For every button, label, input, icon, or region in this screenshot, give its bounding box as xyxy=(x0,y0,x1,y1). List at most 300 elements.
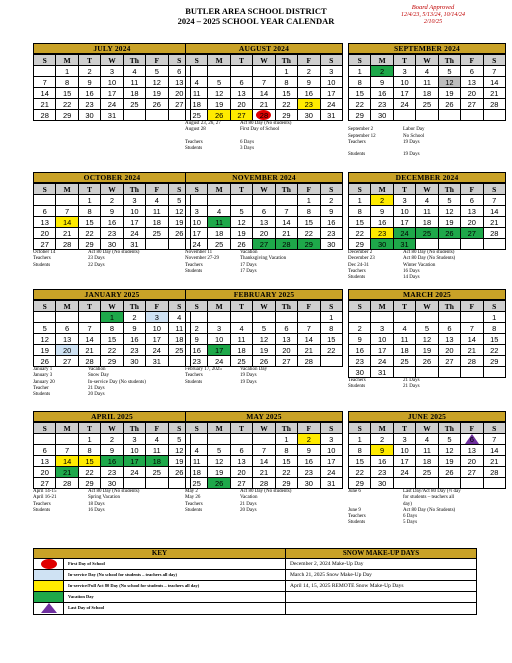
weekday-header: T xyxy=(393,184,415,195)
day-cell: 13 xyxy=(34,217,56,228)
day-cell: 13 xyxy=(461,77,483,88)
day-cell: 11 xyxy=(416,445,438,456)
day-cell xyxy=(483,110,505,121)
weekday-header: M xyxy=(56,184,78,195)
day-cell: 18 xyxy=(416,217,438,228)
day-cell: 3 xyxy=(320,66,342,77)
month-title: SEPTEMBER 2024 xyxy=(348,43,506,54)
day-cell: 6 xyxy=(275,323,297,334)
day-cell xyxy=(393,367,415,378)
month-notes xyxy=(348,250,506,281)
day-cell: 9 xyxy=(371,206,393,217)
day-cell: 22 xyxy=(78,467,100,478)
week-row xyxy=(349,195,506,206)
day-cell: 8 xyxy=(275,77,297,88)
week-row xyxy=(349,110,506,121)
day-cell: 2 xyxy=(101,434,123,445)
note-row: Teachers 18 Days xyxy=(33,501,105,507)
day-cell: 13 xyxy=(275,334,297,345)
day-cell: 15 xyxy=(483,334,505,345)
weekday-header: S xyxy=(320,55,342,66)
week-row xyxy=(186,323,343,334)
day-cell: 13 xyxy=(56,334,78,345)
day-cell: 5 xyxy=(146,66,168,77)
day-cell: 8 xyxy=(349,206,371,217)
note-row: November 27-29 Thanksgiving Vacation xyxy=(185,256,287,262)
month-notes xyxy=(185,121,343,152)
day-cell: 16 xyxy=(298,88,320,99)
day-cell: 7 xyxy=(461,323,483,334)
day-cell: 17 xyxy=(208,345,230,356)
day-cell xyxy=(416,478,438,489)
day-cell: 22 xyxy=(275,99,297,110)
weekday-header: F xyxy=(146,184,168,195)
weekday-header: W xyxy=(101,55,123,66)
week-row xyxy=(349,367,506,378)
weekday-header: S xyxy=(34,184,56,195)
day-cell: 8 xyxy=(320,323,342,334)
weekday-header: F xyxy=(146,55,168,66)
day-cell: 6 xyxy=(56,323,78,334)
day-cell: 7 xyxy=(78,323,100,334)
day-cell: 22 xyxy=(56,99,78,110)
day-cell: 10 xyxy=(320,77,342,88)
day-cell: 6 xyxy=(253,206,275,217)
weekday-header: W xyxy=(416,423,438,434)
day-cell: 12 xyxy=(146,77,168,88)
weekday-header: S xyxy=(320,301,342,312)
day-cell: 21 xyxy=(483,217,505,228)
day-cell: 23 xyxy=(101,467,123,478)
day-cell: 26 xyxy=(34,356,56,367)
month-notes xyxy=(348,121,506,159)
day-cell: 22 xyxy=(349,99,371,110)
note-row: Teachers 19 Days xyxy=(185,373,257,379)
day-cell: 10 xyxy=(101,77,123,88)
week-row xyxy=(349,323,506,334)
day-cell: 27 xyxy=(230,478,252,489)
weekday-header: F xyxy=(461,301,483,312)
day-cell: 24 xyxy=(146,345,168,356)
day-cell: 2 xyxy=(349,323,371,334)
day-cell: 1 xyxy=(298,195,320,206)
day-cell: 2 xyxy=(101,195,123,206)
week-row xyxy=(186,217,343,228)
day-cell: 7 xyxy=(483,195,505,206)
day-cell: 2 xyxy=(371,195,393,206)
day-cell: 20 xyxy=(438,345,460,356)
day-cell: 27 xyxy=(230,110,252,121)
month-grid xyxy=(33,54,191,121)
day-cell: 14 xyxy=(483,445,505,456)
snow-makeup-item: December 2, 2024 Make-Up Day xyxy=(286,559,476,570)
day-cell: 29 xyxy=(349,110,371,121)
day-cell: 30 xyxy=(349,367,371,378)
weekday-header: M xyxy=(56,301,78,312)
month-title: OCTOBER 2024 xyxy=(33,172,191,183)
month-10 xyxy=(185,411,343,489)
day-cell: 27 xyxy=(275,356,297,367)
day-cell: 19 xyxy=(208,99,230,110)
weekday-header: W xyxy=(416,301,438,312)
day-cell: 12 xyxy=(208,88,230,99)
day-cell: 4 xyxy=(208,206,230,217)
day-cell: 7 xyxy=(56,445,78,456)
day-cell: 27 xyxy=(461,99,483,110)
day-cell: 19 xyxy=(146,88,168,99)
day-cell: 19 xyxy=(168,456,190,467)
day-cell: 3 xyxy=(393,66,415,77)
month-notes xyxy=(33,367,191,398)
day-cell: 18 xyxy=(186,467,208,478)
week-row xyxy=(34,217,191,228)
week-row xyxy=(349,88,506,99)
day-cell: 17 xyxy=(393,217,415,228)
weekday-header: M xyxy=(371,55,393,66)
day-cell: 9 xyxy=(298,445,320,456)
note-row: Teachers 23 Days xyxy=(33,256,105,262)
day-cell: 8 xyxy=(275,445,297,456)
day-cell: 8 xyxy=(78,445,100,456)
weekday-header: S xyxy=(168,423,190,434)
weekday-header: F xyxy=(298,423,320,434)
month-title: DECEMBER 2024 xyxy=(348,172,506,183)
day-cell: 15 xyxy=(349,217,371,228)
day-cell: 6 xyxy=(34,206,56,217)
day-cell xyxy=(393,110,415,121)
day-cell: 11 xyxy=(146,445,168,456)
week-row xyxy=(186,345,343,356)
day-cell: 19 xyxy=(168,217,190,228)
day-cell: 11 xyxy=(208,217,230,228)
note-row: Students 3 Days xyxy=(185,146,255,152)
weekday-header: T xyxy=(230,184,252,195)
note-row: Teachers 6 Days xyxy=(348,514,418,520)
month-grid xyxy=(348,54,506,121)
weekday-header: W xyxy=(101,184,123,195)
day-cell: 28 xyxy=(483,228,505,239)
weekday-header: S xyxy=(168,184,190,195)
day-cell: 25 xyxy=(208,239,230,250)
day-cell: 29 xyxy=(275,478,297,489)
day-cell: 2 xyxy=(320,195,342,206)
day-cell xyxy=(298,312,320,323)
day-cell xyxy=(208,195,230,206)
note-row: Students 20 Days xyxy=(185,507,257,513)
day-cell: 12 xyxy=(416,334,438,345)
day-cell: 23 xyxy=(371,228,393,239)
day-cell: 19 xyxy=(34,345,56,356)
day-cell: 1 xyxy=(320,312,342,323)
day-cell: 20 xyxy=(34,467,56,478)
day-cell: 3 xyxy=(123,195,145,206)
approved-label: Board Approved xyxy=(411,4,455,11)
day-cell: 24 xyxy=(371,356,393,367)
week-row xyxy=(349,206,506,217)
day-cell: 28 xyxy=(56,478,78,489)
note-row: November 11 Vacation xyxy=(185,250,258,255)
week-row xyxy=(186,88,343,99)
day-cell: 31 xyxy=(371,367,393,378)
day-cell xyxy=(146,239,168,250)
week-row xyxy=(34,195,191,206)
month-grid xyxy=(185,422,343,489)
day-cell: 19 xyxy=(438,456,460,467)
weekday-header: F xyxy=(146,301,168,312)
day-cell: 31 xyxy=(320,478,342,489)
day-cell: 26 xyxy=(253,356,275,367)
note-row: December 2 Act 80 Day (No students) xyxy=(348,250,455,255)
month-title: NOVEMBER 2024 xyxy=(185,172,343,183)
day-cell: 20 xyxy=(461,88,483,99)
day-cell: 24 xyxy=(393,228,415,239)
day-cell: 23 xyxy=(123,345,145,356)
day-cell: 29 xyxy=(483,356,505,367)
note-row: June 9 Act 80 Day (No Students) xyxy=(348,507,456,513)
day-cell: 17 xyxy=(123,217,145,228)
day-cell: 24 xyxy=(320,467,342,478)
day-cell: 27 xyxy=(56,356,78,367)
day-cell: 18 xyxy=(186,99,208,110)
weekday-header: Th xyxy=(275,423,297,434)
day-cell: 18 xyxy=(416,88,438,99)
note-row: June 6 Last Day/Act 80 Day (½ day xyxy=(348,489,461,494)
weekday-header: Th xyxy=(123,184,145,195)
week-row xyxy=(186,356,343,367)
day-cell: 1 xyxy=(349,66,371,77)
note-row: May 26 Vacation xyxy=(185,495,258,501)
day-cell xyxy=(438,367,460,378)
red-circle-icon xyxy=(41,559,57,569)
day-cell xyxy=(56,195,78,206)
day-cell xyxy=(349,312,371,323)
month-7 xyxy=(185,289,343,367)
weekday-header: Th xyxy=(275,55,297,66)
day-cell: 31 xyxy=(393,239,415,250)
day-cell: 4 xyxy=(186,77,208,88)
day-cell xyxy=(186,66,208,77)
day-cell: 3 xyxy=(186,206,208,217)
day-cell: 18 xyxy=(146,456,168,467)
week-row xyxy=(186,456,343,467)
day-cell: 13 xyxy=(253,217,275,228)
day-cell: 22 xyxy=(483,345,505,356)
day-cell: 17 xyxy=(320,88,342,99)
note-row: Students 21 Days xyxy=(348,384,420,390)
day-cell: 24 xyxy=(320,99,342,110)
day-cell: 26 xyxy=(208,478,230,489)
day-cell: 15 xyxy=(101,334,123,345)
day-cell: 22 xyxy=(349,467,371,478)
month-title: AUGUST 2024 xyxy=(185,43,343,54)
note-row: Teachers 19 Days xyxy=(348,139,420,145)
day-cell: 2 xyxy=(298,434,320,445)
day-cell xyxy=(208,66,230,77)
day-cell xyxy=(253,195,275,206)
day-cell: 10 xyxy=(320,445,342,456)
weekday-header: S xyxy=(34,55,56,66)
note-row: September 12 No School xyxy=(348,133,425,139)
day-cell: 10 xyxy=(123,206,145,217)
day-cell: 30 xyxy=(78,110,100,121)
day-cell: 29 xyxy=(349,478,371,489)
week-row xyxy=(34,456,191,467)
day-cell: 3 xyxy=(393,434,415,445)
month-notes xyxy=(185,489,343,514)
day-cell: 27 xyxy=(438,356,460,367)
month-grid xyxy=(33,300,191,367)
day-cell: 5 xyxy=(438,195,460,206)
day-cell: 1 xyxy=(275,434,297,445)
weekday-header: S xyxy=(168,301,190,312)
month-4 xyxy=(185,172,343,250)
month-6 xyxy=(33,289,191,367)
day-cell: 1 xyxy=(349,434,371,445)
day-cell: 26 xyxy=(168,228,190,239)
day-cell: 25 xyxy=(393,356,415,367)
day-cell: 30 xyxy=(371,478,393,489)
day-cell: 25 xyxy=(123,99,145,110)
day-cell xyxy=(320,356,342,367)
day-cell: 14 xyxy=(298,334,320,345)
day-cell: 3 xyxy=(371,323,393,334)
day-cell: 10 xyxy=(393,77,415,88)
weekday-header: F xyxy=(461,55,483,66)
day-cell: 12 xyxy=(230,217,252,228)
day-cell: 10 xyxy=(208,334,230,345)
week-row xyxy=(34,88,191,99)
day-cell xyxy=(461,312,483,323)
day-cell: 16 xyxy=(78,88,100,99)
week-row xyxy=(349,434,506,445)
day-cell: 12 xyxy=(208,456,230,467)
day-cell: 14 xyxy=(483,206,505,217)
day-cell: 2 xyxy=(186,323,208,334)
day-cell: 12 xyxy=(438,206,460,217)
day-cell: 21 xyxy=(253,99,275,110)
day-cell: 18 xyxy=(208,228,230,239)
day-cell xyxy=(483,239,505,250)
day-cell: 5 xyxy=(416,323,438,334)
day-cell: 28 xyxy=(483,467,505,478)
week-row xyxy=(34,99,191,110)
day-cell: 20 xyxy=(253,228,275,239)
weekday-header: Th xyxy=(438,184,460,195)
day-cell: 16 xyxy=(371,456,393,467)
weekday-header: M xyxy=(56,55,78,66)
weekday-header: M xyxy=(208,184,230,195)
day-cell: 4 xyxy=(186,445,208,456)
key-item: First Day of School xyxy=(34,559,285,570)
day-cell: 9 xyxy=(349,334,371,345)
day-cell xyxy=(275,312,297,323)
month-title: MAY 2025 xyxy=(185,411,343,422)
day-cell: 14 xyxy=(253,88,275,99)
day-cell: 15 xyxy=(78,456,100,467)
weekday-header: Th xyxy=(275,184,297,195)
day-cell: 14 xyxy=(34,88,56,99)
week-row xyxy=(34,334,191,345)
day-cell: 28 xyxy=(34,110,56,121)
day-cell xyxy=(461,110,483,121)
day-cell: 27 xyxy=(168,99,190,110)
day-cell xyxy=(230,434,252,445)
day-cell: 20 xyxy=(230,99,252,110)
day-cell: 31 xyxy=(146,356,168,367)
day-cell: 21 xyxy=(298,345,320,356)
day-cell: 8 xyxy=(349,77,371,88)
day-cell xyxy=(208,434,230,445)
day-cell: 9 xyxy=(101,206,123,217)
snow-makeup-item: March 21, 2025 Snow Make-Up Day xyxy=(286,570,476,581)
day-cell xyxy=(393,312,415,323)
day-cell: 9 xyxy=(298,77,320,88)
approved-dates-2: 2/10/25 xyxy=(423,19,443,25)
day-cell xyxy=(230,195,252,206)
day-cell: 29 xyxy=(275,110,297,121)
day-cell: 30 xyxy=(320,239,342,250)
day-cell: 3 xyxy=(146,312,168,323)
day-cell xyxy=(78,312,100,323)
month-grid xyxy=(348,183,506,250)
week-row xyxy=(349,312,506,323)
weekday-header: F xyxy=(298,184,320,195)
week-row xyxy=(186,434,343,445)
weekday-header: S xyxy=(483,301,505,312)
day-cell: 22 xyxy=(320,345,342,356)
day-cell: 31 xyxy=(101,110,123,121)
weekday-header: W xyxy=(253,184,275,195)
weekday-header: F xyxy=(461,184,483,195)
month-grid xyxy=(348,300,506,378)
month-grid xyxy=(185,300,343,367)
weekday-header: S xyxy=(186,184,208,195)
day-cell xyxy=(146,110,168,121)
snow-makeup-list xyxy=(286,559,476,614)
day-cell: 28 xyxy=(275,239,297,250)
day-cell: 29 xyxy=(101,356,123,367)
day-cell: 23 xyxy=(186,356,208,367)
week-row xyxy=(34,312,191,323)
week-row xyxy=(34,323,191,334)
day-cell: 29 xyxy=(298,239,320,250)
day-cell: 11 xyxy=(186,456,208,467)
day-cell: 6 xyxy=(34,445,56,456)
day-cell: 18 xyxy=(168,334,190,345)
day-cell: 25 xyxy=(186,110,208,121)
day-cell: 17 xyxy=(186,228,208,239)
weekday-header: S xyxy=(34,301,56,312)
day-cell: 28 xyxy=(253,478,275,489)
day-cell: 15 xyxy=(78,217,100,228)
day-cell: 14 xyxy=(275,217,297,228)
day-cell: 13 xyxy=(168,77,190,88)
day-cell xyxy=(416,110,438,121)
last-day-swatch xyxy=(34,603,64,614)
day-cell: 11 xyxy=(186,88,208,99)
note-row: September 2 Labor Day xyxy=(348,127,425,133)
day-cell: 28 xyxy=(56,239,78,250)
first-day-swatch xyxy=(34,559,64,569)
month-2 xyxy=(348,43,506,121)
weekday-header: S xyxy=(34,423,56,434)
day-cell: 22 xyxy=(101,345,123,356)
note-row: Teachers 6 Days xyxy=(185,139,255,145)
week-row xyxy=(349,456,506,467)
day-cell: 24 xyxy=(123,228,145,239)
inservice-swatch xyxy=(34,570,64,580)
note-row: January 1 Vacation xyxy=(33,367,106,372)
